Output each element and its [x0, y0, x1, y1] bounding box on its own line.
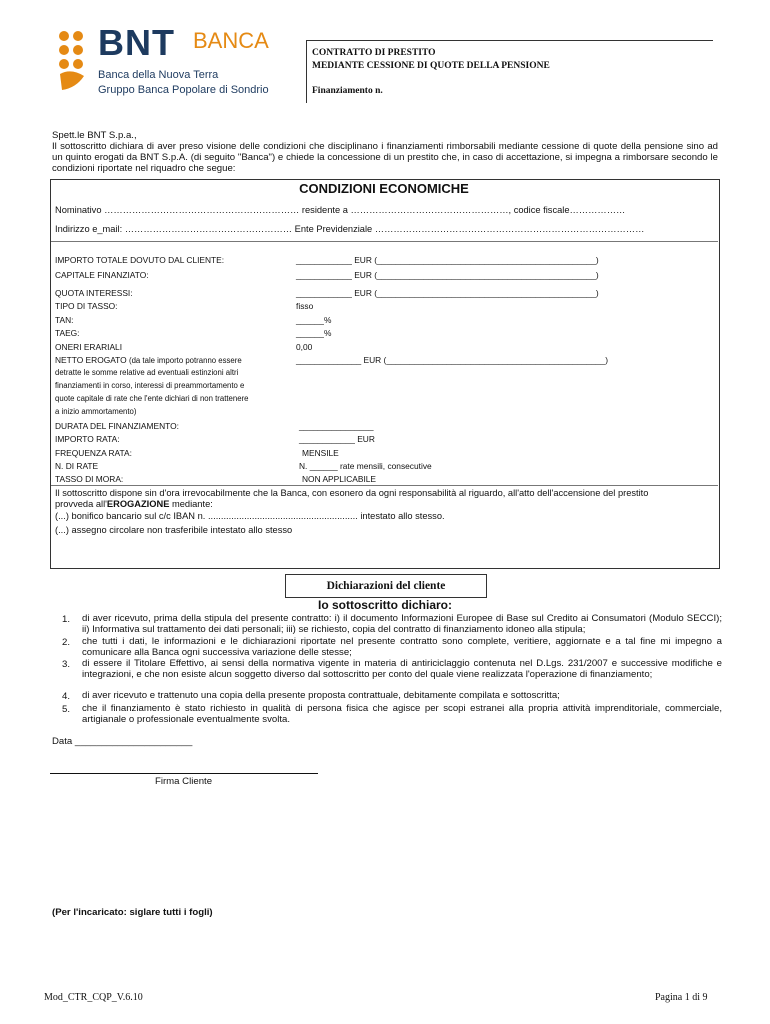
list-item: di aver ricevuto e trattenuto una copia della presente proposta contrattuale, debitamente compilata e sottoscritta; — [82, 690, 560, 701]
bank-logo-mark-icon — [56, 30, 92, 92]
divider — [51, 485, 718, 486]
oneri-value: 0,00 — [296, 342, 313, 352]
signature-label: Firma Cliente — [155, 776, 213, 787]
importo-rata-value: ____________ EUR — [299, 434, 375, 444]
tan-label: TAN: — [55, 315, 74, 325]
list-item: che il finanziamento è stato richiesto in qualità di persona fisica che agisce per scopi estranei alla propria attività imprenditoriale, commerciale, artigianale o professionale eventualmente svolta. — [82, 703, 722, 725]
n-rate-value: N. ______ rate mensili, consecutive — [299, 461, 432, 471]
capitale-label: CAPITALE FINANZIATO: — [55, 270, 149, 280]
quota-interessi-label: QUOTA INTERESSI: — [55, 288, 133, 298]
netto-label-text: NETTO EROGATO — [55, 355, 127, 365]
importo-rata-label: IMPORTO RATA: — [55, 434, 120, 444]
list-item: di aver ricevuto, prima della stipula del presente contratto: i) il documento Informazioni Europee di Base sul Credito ai Consumatori (Modulo SECCI); ii) Informativa sul trattamento dei dati personali; iii) se richiesto, copia del contratto di finanziamento idoneo alla stipula; — [82, 613, 722, 635]
disposal-text-a: provveda all' — [55, 499, 107, 509]
contract-title-line2: MEDIANTE CESSIONE DI QUOTE DELLA PENSIONE — [312, 61, 550, 71]
tan-value: ______% — [296, 315, 332, 325]
declarations-heading: Io sottoscritto dichiaro: — [317, 598, 452, 612]
importo-totale-label: IMPORTO TOTALE DOVUTO DAL CLIENTE: — [55, 255, 225, 265]
netto-erogato-label — [55, 355, 242, 365]
logo-banca-text: BANCA — [193, 28, 269, 53]
netto-note-5: a inizio ammortamento) — [55, 407, 137, 416]
frequenza-rata-value: MENSILE — [302, 448, 339, 458]
list-item-number: 3. — [62, 659, 71, 670]
salutation: Spett.le BNT S.p.a., — [52, 130, 137, 141]
nominativo-line: Nominativo ……………………………………………………… residente a ……………………………………………, codice fiscale……………… — [55, 205, 626, 215]
date-field[interactable]: Data ______________________ — [52, 736, 193, 747]
intro-section — [52, 130, 718, 174]
tasso-mora-label: TASSO DI MORA: — [55, 474, 124, 484]
importo-totale-value: ____________ EUR (_______________________________________________) — [296, 255, 599, 265]
logo-subtitle-bank-name: Banca della Nuova Terra — [98, 69, 219, 81]
declarations-box-title: Dichiarazioni del cliente — [285, 574, 487, 598]
contract-title-line1: CONTRATTO DI PRESTITO — [312, 48, 436, 58]
option-assegno: (...) assegno circolare non trasferibile intestato allo stesso — [55, 525, 293, 535]
taeg-value: ______% — [296, 328, 332, 338]
logo-subtitle-group: Gruppo Banca Popolare di Sondrio — [98, 84, 269, 96]
durata-value: ________________ — [299, 421, 374, 431]
netto-note-2: detratte le somme relative ad eventuali estinzioni altri — [55, 368, 239, 377]
form-code: Mod_CTR_CQP_V.6.10 — [44, 992, 143, 1003]
netto-erogato-value: ______________ EUR (_______________________________________________) — [296, 355, 609, 365]
economic-conditions-title: CONDIZIONI ECONOMICHE — [299, 181, 469, 196]
divider — [51, 241, 718, 242]
page-number: Pagina 1 di 9 — [655, 992, 708, 1003]
list-item-number: 5. — [62, 704, 71, 715]
netto-note-3: finanziamenti in corso, interessi di preammortamento e — [55, 381, 245, 390]
disposal-text-c: mediante: — [169, 499, 213, 509]
list-item: che tutti i dati, le informazioni e le dichiarazioni riportate nel presente contratto sono complete, veritiere, aggiornate e a tal fine mi impegno a comunicare alla Banca ogni successiva variazione delle stesse; — [82, 636, 722, 658]
frequenza-rata-label: FREQUENZA RATA: — [55, 448, 132, 458]
signature-line[interactable] — [50, 773, 318, 774]
n-rate-label: N. DI RATE — [55, 461, 99, 471]
logo-bnt-text: BNT — [98, 22, 175, 63]
intro-paragraph: Il sottoscritto dichiara di aver preso visione delle condizioni che disciplinano i finanziamenti rimborsabili mediante cessione di quote della pensione sino ad un quinto erogati da BNT S.p.A. (di seguito "Banca") e chiede la concessione di un prestito che, in caso di accettazione, si impegna a rimborsare secondo le condizioni riportate nel riquadro che segue: — [52, 141, 718, 174]
indirizzo-line: Indirizzo e_mail: ……………………………………………… Ente Previdenziale …………………………………………………………………………… — [55, 224, 645, 234]
list-item-number: 1. — [62, 614, 71, 625]
capitale-value: ____________ EUR (_______________________________________________) — [296, 270, 599, 280]
tasso-mora-value: NON APPLICABILE — [302, 474, 377, 484]
tipo-tasso-value: fisso — [296, 301, 314, 311]
quota-interessi-value: ____________ EUR (_______________________________________________) — [296, 288, 599, 298]
financing-number-label: Finanziamento n. — [312, 86, 383, 96]
netto-note-1: (da tale importo potranno essere — [129, 356, 242, 365]
disposal-text-bold: EROGAZIONE — [106, 499, 170, 509]
disposal-line-2 — [55, 499, 213, 509]
list-item-number: 2. — [62, 637, 71, 648]
tipo-tasso-label: TIPO DI TASSO: — [55, 301, 118, 311]
netto-note-4: quote capitale di rate che l'ente dichiari di non trattenere — [55, 394, 249, 403]
agent-note: (Per l'incaricato: siglare tutti i fogli) — [52, 907, 213, 918]
durata-label: DURATA DEL FINANZIAMENTO: — [55, 421, 179, 431]
taeg-label: TAEG: — [55, 328, 80, 338]
option-bonifico: (...) bonifico bancario sul c/c IBAN n. .......................................................... intestato allo stesso. — [55, 511, 445, 521]
list-item: di essere il Titolare Effettivo, ai sensi della normativa vigente in materia di antiriciclaggio contenuta nel D.Lgs. 231/2007 e successive modifiche e integrazioni, e che non esiste alcun soggetto diverso dal sottoscritto per conto del quale viene realizzata l'operazione di finanziamento; — [82, 658, 722, 680]
list-item-number: 4. — [62, 691, 71, 702]
oneri-label: ONERI ERARIALI — [55, 342, 123, 352]
disposal-line-1: Il sottoscritto dispone sin d'ora irrevocabilmente che la Banca, con esonero da ogni responsabilità al riguardo, all'atto dell'accensione del prestito — [55, 488, 649, 498]
